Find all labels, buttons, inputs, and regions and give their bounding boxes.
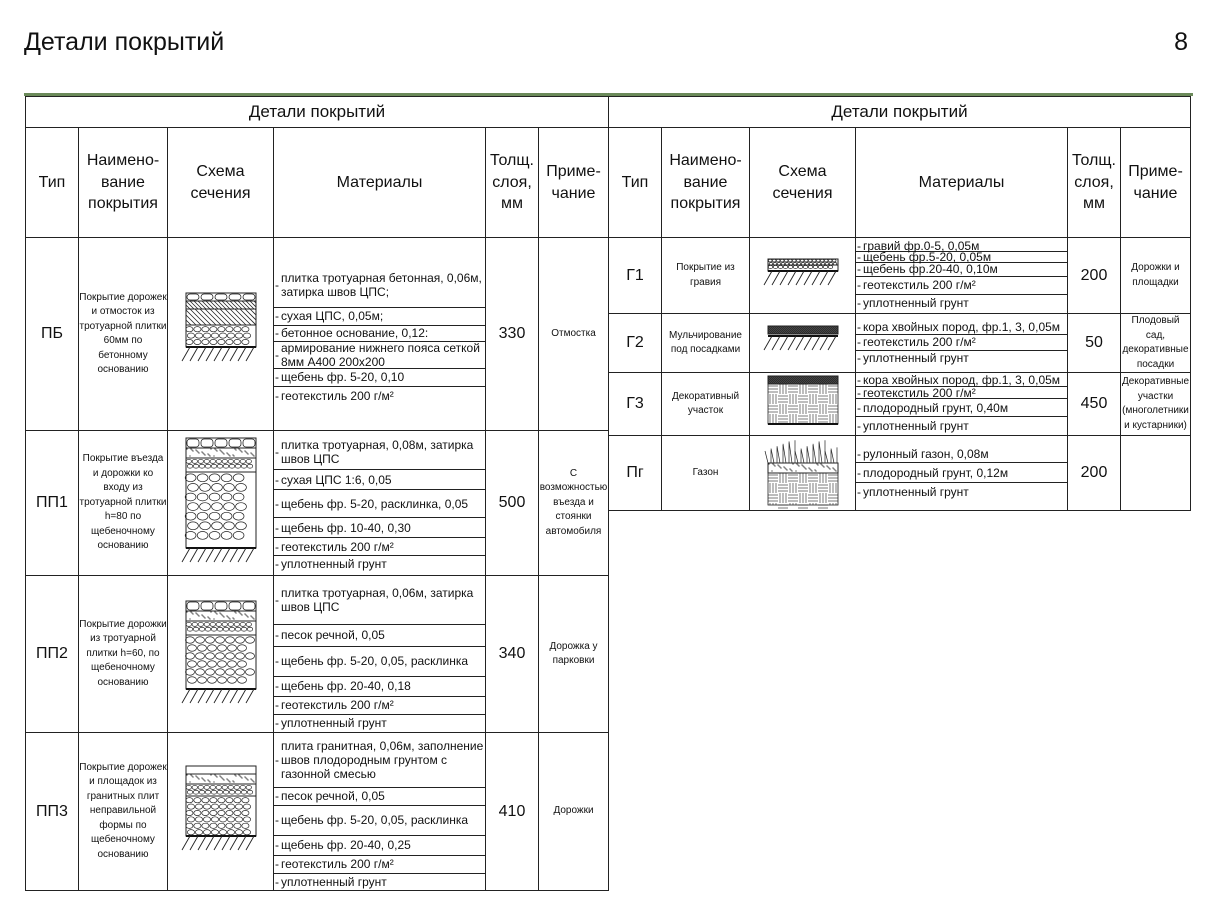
row-materials [856, 436, 1068, 511]
material-layer: - сухая ЦПС 1:6, 0,05 [274, 470, 485, 490]
row-name: Декоративный участок [662, 373, 750, 436]
row-scheme [750, 373, 856, 436]
material-layer: - песок речной, 0,05 [274, 788, 485, 806]
row-materials [274, 431, 486, 576]
material-layer: - сухая ЦПС, 0,05м; [274, 308, 485, 326]
material-layer: - плитка тротуарная бетонная, 0,06м, затирка швов ЦПС; [274, 264, 485, 308]
material-layer: - щебень фр. 10-40, 0,30 [274, 518, 485, 538]
header-thickness: Толщ. слоя, мм [486, 128, 539, 238]
row-materials [856, 373, 1068, 436]
row-materials [274, 733, 486, 891]
table-row [609, 436, 1191, 511]
row-scheme [168, 733, 274, 891]
row-thickness: 50 [1068, 314, 1121, 373]
material-layer: - геотекстиль 200 г/м² [856, 335, 1067, 351]
material-layer: - геотекстиль 200 г/м² [856, 387, 1067, 399]
material-layer: - песок речной, 0,05 [274, 625, 485, 647]
row-thickness: 340 [486, 576, 539, 733]
row-materials [856, 238, 1068, 314]
row-thickness: 330 [486, 238, 539, 431]
row-note: Отмостка [539, 238, 609, 431]
material-layer: - кора хвойных пород, фр.1, 3, 0,05м [856, 321, 1067, 335]
material-layer: - щебень фр. 20-40, 0,18 [274, 677, 485, 697]
page-number: 8 [1174, 28, 1188, 56]
material-layer: - геотекстиль 200 г/м² [274, 697, 485, 715]
row-materials [274, 576, 486, 733]
row-thickness: 500 [486, 431, 539, 576]
material-layer: - геотекстиль 200 г/м² [274, 538, 485, 556]
material-layer: - плитка тротуарная, 0,08м, затирка швов ЦПС [274, 434, 485, 470]
material-layer: - кора хвойных пород, фр.1, 3, 0,05м [856, 374, 1067, 387]
section-scheme-g2 [763, 322, 843, 364]
row-name: Покрытие дорожки из тротуарной плитки h=60, по щебеночному основанию [79, 576, 168, 733]
material-layer: - уплотненный грунт [275, 557, 387, 571]
row-note: Дорожки [539, 733, 609, 891]
table-title: Детали покрытий [26, 97, 609, 128]
header-materials: Материалы [856, 128, 1068, 238]
row-scheme [168, 238, 274, 431]
section-scheme-pp3 [181, 762, 261, 862]
header-materials: Материалы [274, 128, 486, 238]
header-thickness: Толщ. слоя, мм [1068, 128, 1121, 238]
table-row [609, 314, 1191, 373]
material-layer: - плодородный грунт, 0,12м [856, 463, 1067, 483]
row-thickness: 200 [1068, 238, 1121, 314]
row-name: Покрытие въезда и дорожки ко входу из тротуарной плитки h=80 по щебеночному основанию [79, 431, 168, 576]
row-name: Покрытие из гравия [662, 238, 750, 314]
header-type: Тип [26, 128, 79, 238]
row-scheme [750, 238, 856, 314]
row-thickness: 410 [486, 733, 539, 891]
row-type: Г2 [609, 314, 662, 373]
page-title: Детали покрытий [24, 28, 225, 56]
row-materials [274, 238, 486, 431]
section-scheme-pg [763, 437, 843, 509]
row-name: Покрытие дорожек и отмосток из тротуарной плитки 60мм по бетонному основанию [79, 238, 168, 431]
section-scheme-g1 [763, 251, 843, 301]
row-note: С возможностью въезда и стоянки автомобиля [539, 431, 609, 576]
section-scheme-pb [181, 289, 261, 379]
row-type: Г1 [609, 238, 662, 314]
material-layer: - геотекстиль 200 г/м² [275, 388, 394, 403]
row-note: Дорожка у парковки [539, 576, 609, 733]
table-row [26, 576, 609, 733]
material-layer: - плитка тротуарная, 0,06м, затирка швов ЦПС [274, 577, 485, 625]
row-type: ПП1 [26, 431, 79, 576]
header-note: Приме- чание [539, 128, 609, 238]
row-note: Плодовый сад, декоративные посадки [1121, 314, 1191, 373]
row-materials [856, 314, 1068, 373]
row-name: Газон [662, 436, 750, 511]
material-layer: - щебень фр. 5-20, 0,10 [274, 369, 485, 387]
row-thickness: 450 [1068, 373, 1121, 436]
header-scheme: Схема сечения [750, 128, 856, 238]
row-scheme [168, 431, 274, 576]
section-scheme-g3 [763, 374, 843, 434]
material-layer: - щебень фр.20-40, 0,10м [856, 263, 1067, 277]
material-layer: - плита гранитная, 0,06м, заполнение швов плодородным грунтом с газонной смесью [274, 734, 485, 788]
row-name: Покрытие дорожек и площадок из гранитных плит неправильной формы по щебеночному основанию [79, 733, 168, 891]
material-layer: - рулонный газон, 0,08м [856, 446, 1067, 463]
table-row [609, 373, 1191, 436]
material-layer: - армирование нижнего пояса сеткой 8мм А400 200х200 [274, 342, 485, 369]
material-layer: - щебень фр. 5-20, 0,05, расклинка [274, 806, 485, 836]
row-scheme [750, 436, 856, 511]
material-layer: - щебень фр. 5-20, расклинка, 0,05 [274, 490, 485, 518]
table-row [26, 733, 609, 891]
header-type: Тип [609, 128, 662, 238]
row-thickness: 200 [1068, 436, 1121, 511]
section-scheme-pp1 [181, 436, 261, 570]
header-scheme: Схема сечения [168, 128, 274, 238]
material-layer: - уплотненный грунт [857, 351, 969, 365]
row-type: ПП2 [26, 576, 79, 733]
row-name: Мульчирование под посадками [662, 314, 750, 373]
row-scheme [168, 576, 274, 733]
table-title: Детали покрытий [609, 97, 1191, 128]
header-name: Наимено- вание покрытия [662, 128, 750, 238]
left-spec-table [25, 96, 609, 891]
material-layer: - уплотненный грунт [275, 874, 387, 889]
row-type: Пг [609, 436, 662, 511]
material-layer: - бетонное основание, 0,12: [274, 326, 485, 342]
material-layer: - геотекстиль 200 г/м² [856, 277, 1067, 295]
row-note [1121, 436, 1191, 511]
material-layer: - уплотненный грунт [857, 484, 969, 499]
material-layer: - гравий фр.0-5, 0,05м [856, 241, 1067, 252]
table-row [26, 238, 609, 431]
row-note: Декоративные участки (многолетники и кустарники) [1121, 373, 1191, 436]
row-note: Дорожки и площадки [1121, 238, 1191, 314]
row-type: ПБ [26, 238, 79, 431]
right-spec-table [608, 96, 1191, 511]
material-layer: - уплотненный грунт [275, 716, 387, 730]
material-layer: - плодородный грунт, 0,40м [856, 399, 1067, 417]
row-scheme [750, 314, 856, 373]
material-layer: - уплотненный грунт [857, 418, 969, 433]
material-layer: - уплотненный грунт [857, 295, 969, 310]
material-layer: - щебень фр. 5-20, 0,05, расклинка [274, 647, 485, 677]
material-layer: - геотекстиль 200 г/м² [274, 856, 485, 874]
material-layer: - щебень фр.5-20, 0,05м [856, 252, 1067, 263]
table-row [609, 238, 1191, 314]
header-note: Приме- чание [1121, 128, 1191, 238]
header-name: Наимено- вание покрытия [79, 128, 168, 238]
section-scheme-pp2 [181, 599, 261, 709]
row-type: ПП3 [26, 733, 79, 891]
material-layer: - щебень фр. 20-40, 0,25 [274, 836, 485, 856]
row-type: Г3 [609, 373, 662, 436]
table-row [26, 431, 609, 576]
